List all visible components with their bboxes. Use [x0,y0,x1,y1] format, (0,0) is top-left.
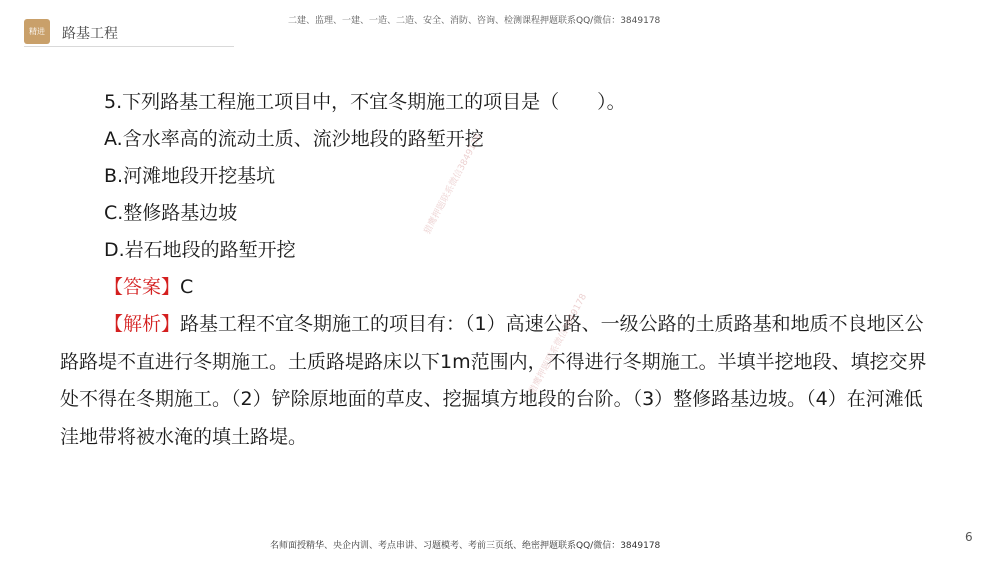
option-b: B.河滩地段开挖基坑 [104,165,276,187]
watermark: 猎鹰押题联系微信3849178 [527,292,590,397]
option-d: D.岩石地段的路堑开挖 [104,239,296,261]
page-number: 6 [965,530,973,544]
brand-logo: 精进 [24,19,50,44]
question-content [60,84,940,456]
answer-line [60,269,940,306]
watermark: 猎鹰押题联系微信3849178 [422,132,485,237]
option-c: C.整修路基边坡 [104,202,238,224]
header-divider [24,46,234,47]
section-title: 路基工程 [62,26,118,42]
footer-contact-text: 名师面授精华、央企内训、考点串讲、习题模考、考前三页纸、绝密押题联系QQ/微信：3849178 [270,541,661,551]
analysis-label: 【解析】 [104,313,181,335]
header-contact-text: 二建、监理、一建、一造、二造、安全、消防、咨询、检测课程押题联系QQ/微信：3849178 [288,16,661,26]
answer-value: C [180,276,194,298]
answer-label: 【答案】 [104,276,181,298]
analysis-paragraph [60,306,940,456]
question-stem: 5.下列路基工程施工项目中，不宜冬期施工的项目是（ ）。 [104,91,626,113]
analysis-text: 路基工程不宜冬期施工的项目有：（1）高速公路、一级公路的土质路基和地质不良地区公路路堤不直进行冬期施工。土质路堤路床以下1m范围内，不得进行冬期施工。半填半挖地段、填挖交界处不得在冬期施工。（2）铲除原地面的草皮、挖掘填方地段的台阶。（3）整修路基边坡。（4）在河滩低洼地带将被水淹的填土路堤。 [60,313,927,448]
option-a: A.含水率高的流动土质、流沙地段的路堑开挖 [104,128,484,150]
